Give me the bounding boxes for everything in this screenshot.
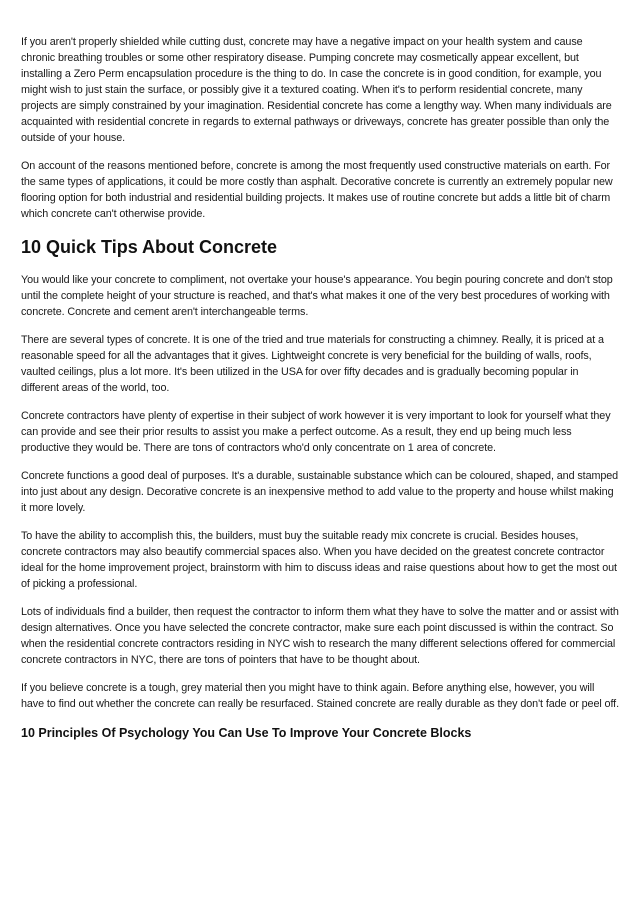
body-paragraph: There are several types of concrete. It is one of the tried and true materials for constructing a chimney. Really, it is priced at a reasonable speed for all the advantages that it gives. Lightweight concrete is very beneficial for the building of walls, roofs, vaulted ceilings, plus a lot more. It's been utilized in the USA for over fifty decades and is gradually becoming popular in different areas of the world, too. bbox=[21, 334, 604, 394]
subsection-heading: 10 Principles Of Psychology You Can Use To Improve Your Concrete Blocks bbox=[21, 726, 472, 740]
body-paragraph: If you believe concrete is a tough, grey material then you might have to think again. Before anything else, however, you will have to find out whether the concrete can really be resurfaced. Stained concrete are really durable as they don't fade or peel off. bbox=[21, 682, 619, 710]
body-paragraph: To have the ability to accomplish this, the builders, must buy the suitable ready mix concrete is crucial. Besides houses, concrete contractors may also beautify commercial spaces also. When you have decided on the greatest concrete contractor ideal for the home improvement project, brainstorm with him to discuss ideas and raise questions about how to get the most out of picking a professional. bbox=[21, 530, 617, 590]
document-page bbox=[21, 34, 619, 742]
body-paragraph: You would like your concrete to compliment, not overtake your house's appearance. You begin pouring concrete and don't stop until the complete height of your structure is reached, and that's what makes it one of the very best procedures of working with concrete. Concrete and cement aren't interchangeable terms. bbox=[21, 274, 613, 318]
section-heading: 10 Quick Tips About Concrete bbox=[21, 237, 278, 257]
body-paragraph: Lots of individuals find a builder, then request the contractor to inform them what they have to solve the matter and or assist with design alternatives. Once you have selected the concrete contractor, make sure each point discussed is within the contract. So when the residential concrete contractors residing in NYC wish to research the many different selections offered for commercial concrete contractors in NYC, there are tons of pointers that have to be thought about. bbox=[21, 606, 619, 666]
body-paragraph: If you aren't properly shielded while cutting dust, concrete may have a negative impact on your health system and cause chronic breathing troubles or some other respiratory disease. Pumping concrete may cosmetically appear excellent, but installing a Zero Perm encapsulation procedure is the thing to do. In case the concrete is in good condition, for example, you might wish to just stain the surface, or possibly give it a textured coating. When it's to perform residential concrete, many projects are simply constrained by your imagination. Residential concrete has come a lengthy way. When many individuals are acquainted with residential concrete in regards to external pathways or driveways, concrete has greater possible than only the outside of your house. bbox=[21, 36, 612, 144]
body-paragraph: Concrete contractors have plenty of expertise in their subject of work however it is very important to look for yourself what they can provide and see their prior results to assist you make a perfect outcome. As a result, they end up being much less productive they would be. There are tons of contractors who'd only concentrate on 1 area of concrete. bbox=[21, 410, 611, 454]
body-paragraph: On account of the reasons mentioned before, concrete is among the most frequently used constructive materials on earth. For the same types of applications, it could be more costly than asphalt. Decorative concrete is currently an extremely popular new flooring option for both industrial and residential building projects. It makes use of routine concrete but adds a little bit of charm which concrete can't otherwise provide. bbox=[21, 160, 613, 220]
body-paragraph: Concrete functions a good deal of purposes. It's a durable, sustainable substance which can be coloured, shaped, and stamped into just about any design. Decorative concrete is an inexpensive method to add value to the property and house whilst making it more lovely. bbox=[21, 470, 619, 514]
